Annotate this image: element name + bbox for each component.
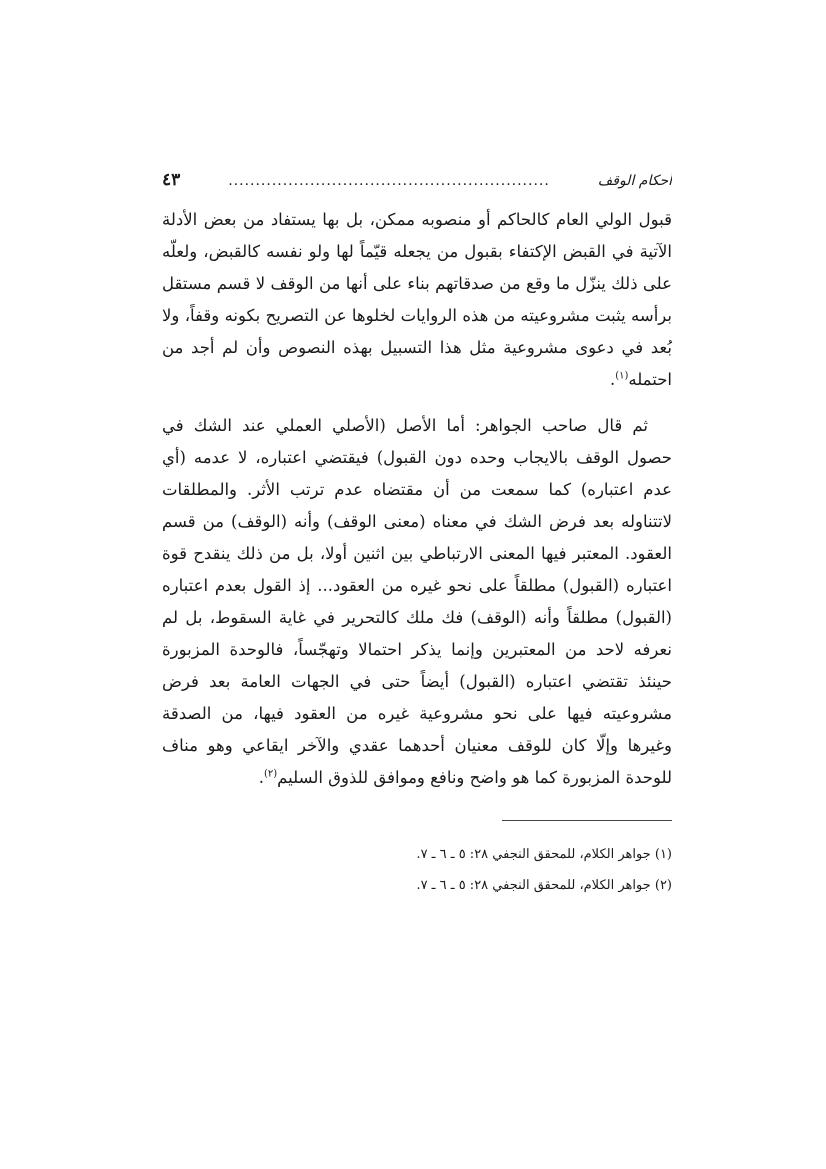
footnote-2: (٢) جواهر الكلام، للمحقق النجفي ٢٨: ٥ ـ ٦ ـ ٧. <box>416 878 672 893</box>
paragraph-1-text: قبول الولي العام كالحاكم أو منصوبه ممكن، بل بها يستفاد من بعض الأدلة الآتية في القبض الإكتفاء بقبول من يجعله قيّماً لها ولو نفسه كالقبض، ولعلّه على ذلك ينزّل ما وقع من صدقاتهم بناء على أنها من الوقف لا قسم مستقل برأسه يثبت مشروعيته من هذه الروايات لخلوها عن التصريح بكونه وقفاً، ولا بُعد في دعوى مشروعية مثل هذا التسبيل بهذه النصوص وأن لم أجد من احتمله <box>162 210 672 389</box>
body-paragraph-1 <box>162 204 672 396</box>
paragraph-2-end: . <box>258 768 264 787</box>
paragraph-1-end: . <box>609 370 616 389</box>
page-number: ٤٣ <box>162 170 181 190</box>
footnote-ref-2[interactable]: (٢) <box>263 768 278 780</box>
running-header <box>162 170 672 204</box>
footnote-ref-1[interactable]: (١) <box>615 370 629 382</box>
paragraph-2-text: ثم قال صاحب الجواهر: أما الأصل (الأصلي العملي عند الشك في حصول الوقف بالايجاب وحده دون القبول) فيقتضي اعتباره، لا عدمه (أي عدم اعتباره) كما سمعت من أن مقتضاه عدم ترتب الأثر. والمطلقات لاتتناوله بعد فرض الشك في معناه (معنى الوقف) وأنه (الوقف) من قسم العقود. المعتبر فيها المعنى الارتباطي بين اثنين أولا، بل من ذلك ينقدح قوة اعتباره (القبول) مطلقاً على نحو غيره من العقود... إذ القول بعدم اعتباره (القبول) مطلقاً وأنه (الوقف) فك ملك كالتحرير في غاية السقوط، بل لم نعرفه لاحد من المعتبرين وإنما يذكر احتمالا وتهجّساً، فالوحدة المزبورة حينئذ تقتضي اعتباره (القبول) أيضاً حتى في الجهات العامة بعد فرض مشروعيته فيها على نحو مشروعية غيره من العقود فيها، من الصدقة وغيرها وإلّا كان للوقف معنيان أحدهما عقدي والآخر ايقاعي وهو مناف للوحدة المزبورة كما هو واضح ونافع وموافق للذوق السليم <box>162 416 672 787</box>
document-page <box>162 170 672 901</box>
footnote-divider <box>502 820 672 821</box>
body-paragraph-2 <box>162 410 672 794</box>
running-header-leader-dots: ........................................................... <box>228 173 550 189</box>
footnote-1: (١) جواهر الكلام، للمحقق النجفي ٢٨: ٥ ـ ٦ ـ ٧. <box>416 847 672 862</box>
running-header-title: أحكام الوقف <box>597 173 672 189</box>
